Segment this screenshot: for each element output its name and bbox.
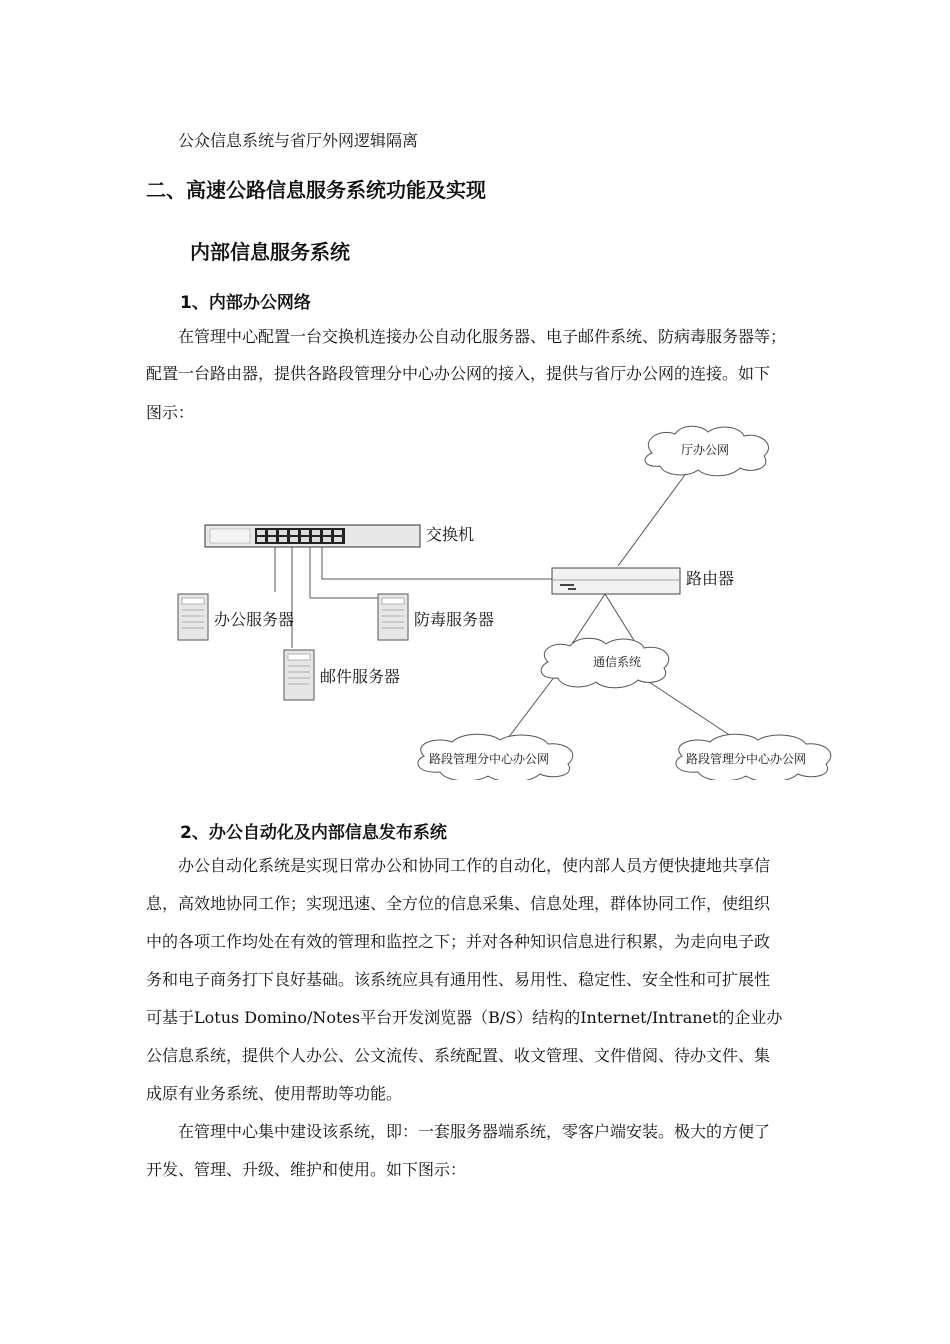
part2-line-3: 中的各项工作均处在有效的管理和监控之下；并对各种知识信息进行积累，为走向电子政 <box>146 932 771 951</box>
part2-heading: 2、办公自动化及内部信息发布系统 <box>180 823 447 843</box>
antivirus-server-icon <box>378 594 408 640</box>
link-router-provincial <box>618 468 690 566</box>
subsection-title: 内部信息服务系统 <box>190 240 350 264</box>
intro-line: 公众信息系统与省厅外网逻辑隔离 <box>178 131 419 150</box>
link-switch-router <box>322 546 552 579</box>
router-label: 路由器 <box>686 569 735 588</box>
office-server-icon <box>178 594 208 640</box>
antivirus-server-label: 防毒服务器 <box>414 610 495 629</box>
router-device <box>552 568 680 594</box>
switch-label: 交换机 <box>426 525 475 544</box>
cloud-branch-right-label: 路段管理分中心办公网 <box>686 752 807 766</box>
section-title: 二、高速公路信息服务系统功能及实现 <box>146 178 486 202</box>
part1-line-1: 在管理中心配置一台交换机连接办公自动化服务器、电子邮件系统、防病毒服务器等； <box>178 327 787 346</box>
part2-line-9: 开发、管理、升级、维护和使用。如下图示： <box>146 1160 467 1179</box>
part2-line-7: 成原有业务系统、使用帮助等功能。 <box>146 1084 403 1103</box>
part2-line-8: 在管理中心集中建设该系统，即：一套服务器端系统，零客户端安装。极大的方便了 <box>178 1122 771 1141</box>
network-diagram <box>0 420 950 780</box>
part1-line-2: 配置一台路由器，提供各路段管理分中心办公网的接入，提供与省厅办公网的连接。如下 <box>146 364 771 383</box>
link-comm-branch-left <box>505 676 555 742</box>
cloud-provincial-label: 厅办公网 <box>681 443 730 457</box>
part2-line-6: 公信息系统，提供个人办公、公文流传、系统配置、收文管理、文件借阅、待办文件、集 <box>146 1046 771 1065</box>
part2-line-4: 务和电子商务打下良好基础。该系统应具有通用性、易用性、稳定性、安全性和可扩展性 <box>146 970 771 989</box>
office-server-label: 办公服务器 <box>214 610 295 629</box>
part1-heading: 1、内部办公网络 <box>180 293 311 313</box>
part2-line-2: 息，高效地协同工作；实现迅速、全方位的信息采集、信息处理，群体协同工作，使组织 <box>146 894 771 913</box>
cloud-branch-left-label: 路段管理分中心办公网 <box>429 752 550 766</box>
switch-device <box>205 525 420 547</box>
part2-line-1: 办公自动化系统是实现日常办公和协同工作的自动化，使内部人员方便快捷地共享信 <box>178 856 771 875</box>
part2-line-5: 可基于Lotus Domino/Notes平台开发浏览器（B/S）结构的Internet/Intranet的企业办 <box>146 1008 783 1027</box>
mail-server-label: 邮件服务器 <box>320 667 401 686</box>
cloud-comm-label: 通信系统 <box>593 655 642 669</box>
part1-line-3: 图示： <box>146 403 195 422</box>
link-comm-branch-right <box>640 676 740 742</box>
mail-server-icon <box>284 650 314 700</box>
